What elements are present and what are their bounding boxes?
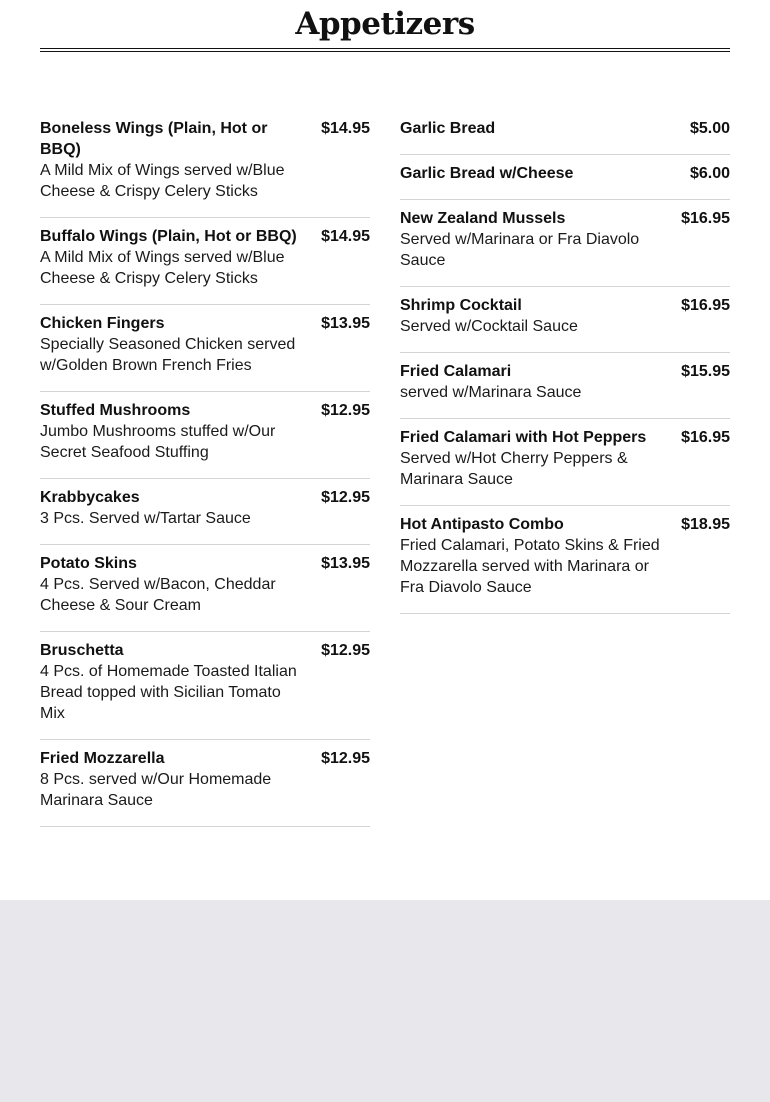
item-description: Served w/Cocktail Sauce (400, 318, 578, 335)
left-menu-column (40, 110, 370, 827)
menu-item (40, 305, 370, 392)
item-name: Bruschetta (40, 642, 124, 659)
item-price: $16.95 (681, 210, 730, 227)
page-title: Appetizers (295, 6, 475, 42)
item-description: Served w/Hot Cherry Peppers & Marinara Sauce (400, 450, 628, 488)
item-price: $14.95 (321, 228, 370, 245)
menu-item (400, 200, 730, 287)
item-price: $14.95 (321, 120, 370, 137)
item-name: Krabbycakes (40, 489, 140, 506)
menu-item (400, 287, 730, 353)
menu-item (400, 155, 730, 200)
item-name: Stuffed Mushrooms (40, 402, 191, 419)
menu-item (40, 218, 370, 305)
item-description: 8 Pcs. served w/Our Homemade Marinara Sauce (40, 771, 272, 809)
item-name: Fried Calamari with Hot Peppers (400, 429, 647, 446)
item-name: Buffalo Wings (Plain, Hot or BBQ) (40, 228, 297, 245)
item-name: Chicken Fingers (40, 315, 165, 332)
item-description: Specially Seasoned Chicken served w/Golden Brown French Fries (40, 336, 296, 374)
item-name: Shrimp Cocktail (400, 297, 522, 314)
item-description: 3 Pcs. Served w/Tartar Sauce (40, 510, 251, 527)
item-price: $12.95 (321, 402, 370, 419)
item-price: $13.95 (321, 315, 370, 332)
menu-item (40, 479, 370, 545)
item-price: $18.95 (681, 516, 730, 533)
item-name: New Zealand Mussels (400, 210, 566, 227)
menu-item (40, 545, 370, 632)
menu-item (40, 392, 370, 479)
item-description: served w/Marinara Sauce (400, 384, 582, 401)
menu-item (400, 506, 730, 614)
item-price: $16.95 (681, 297, 730, 314)
item-price: $15.95 (681, 363, 730, 380)
item-price: $12.95 (321, 642, 370, 659)
item-name: Garlic Bread (400, 120, 496, 137)
item-description: 4 Pcs. Served w/Bacon, Cheddar Cheese & Sour Cream (40, 576, 276, 614)
item-description: 4 Pcs. of Homemade Toasted Italian Bread topped with Sicilian Tomato Mix (40, 663, 297, 722)
item-price: $16.95 (681, 429, 730, 446)
menu-item (40, 632, 370, 740)
menu-item (40, 740, 370, 827)
item-description: A Mild Mix of Wings served w/Blue Cheese & Crispy Celery Sticks (40, 249, 285, 287)
item-name: Hot Antipasto Combo (400, 516, 564, 533)
item-name: Fried Mozzarella (40, 750, 165, 767)
menu-item (400, 419, 730, 506)
item-price: $13.95 (321, 555, 370, 572)
menu-item (40, 110, 370, 218)
menu-item (400, 353, 730, 419)
item-price: $6.00 (689, 165, 730, 182)
item-price: $12.95 (321, 489, 370, 506)
item-description: Fried Calamari, Potato Skins & Fried Mozzarella served with Marinara or Fra Diavolo Sauce (400, 537, 660, 596)
menu-item (400, 110, 730, 155)
right-menu-column (400, 110, 730, 614)
item-description: Served w/Marinara or Fra Diavolo Sauce (400, 231, 640, 269)
item-name: Boneless Wings (Plain, Hot or BBQ) (40, 120, 268, 158)
item-price: $12.95 (321, 750, 370, 767)
item-name: Fried Calamari (400, 363, 512, 380)
item-price: $5.00 (689, 120, 730, 137)
page-footer-background (0, 900, 770, 1102)
item-name: Potato Skins (40, 555, 137, 572)
title-double-rule (40, 48, 730, 52)
item-name: Garlic Bread w/Cheese (400, 165, 574, 182)
item-description: Jumbo Mushrooms stuffed w/Our Secret Seafood Stuffing (40, 423, 276, 461)
item-description: A Mild Mix of Wings served w/Blue Cheese & Crispy Celery Sticks (40, 162, 285, 200)
